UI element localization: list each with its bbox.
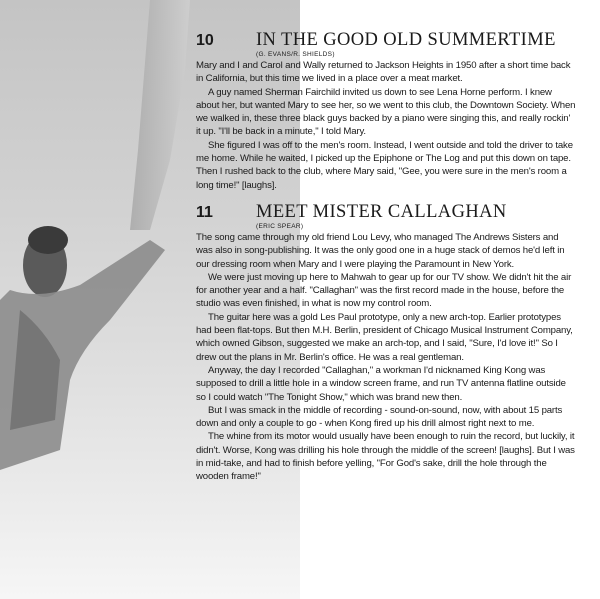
songwriter-credit: (ERIC SPEAR) — [256, 222, 304, 230]
track-number: 11 — [196, 203, 213, 221]
liner-notes — [196, 30, 576, 484]
paragraph: She figured I was off to the men's room. Instead, I went outside and told the driver to take me home. While he waited, I picked up the Epiphone or The Log and put this down on tape. Then I rushed back to the club, where Mary said, "Gee, you were sure in the men's room a long time!" [laughs]. — [196, 139, 573, 191]
song-11-heading — [196, 202, 576, 223]
paragraph: Mary and I and Carol and Wally returned to Jackson Heights in 1950 after a short time back in California, but this time we lived in a place over a meat market. — [196, 60, 571, 85]
paragraph: The whine from its motor would usually have been enough to ruin the record, but luckily, it didn't. Worse, Kong was drilling his hole through the middle of the screen! [laughs]. But I was in mid-take, and had to finish before yelling, "For God's sake, drill the hole through the wooden frame!" — [196, 431, 575, 483]
paragraph: Anyway, the day I recorded "Callaghan," a workman I'd nicknamed King Kong was supposed to drill a little hole in a window screen frame, and run TV antenna flatline outside so I could watch "The Tonight Show," which was brand new then. — [196, 364, 566, 403]
hair-shape — [28, 226, 68, 254]
song-title: IN THE GOOD OLD SUMMERTIME — [256, 30, 556, 50]
paragraph: But I was smack in the middle of recording - sound-on-sound, now, with about 15 parts down and only a couple to go - when Kong fired up his drill almost right next to me. — [196, 404, 563, 430]
song-title: MEET MISTER CALLAGHAN — [256, 201, 507, 222]
song-10-heading — [196, 30, 576, 51]
paragraph: A guy named Sherman Fairchild invited us down to see Lena Horne perform. I knew about her, but wanted Mary to see her, so we went to this club, the Downtown Society. When we walked in, these three black guys backed by a piano were singing this, and really rockin' it up. "I'll be back in a minute," I told Mary. — [196, 86, 576, 138]
track-number: 10 — [196, 32, 214, 49]
paragraph: We were just moving up here to Mahwah to gear up for our TV show. We didn't hit the air for another year and a half. "Callaghan" was the first record made in the house, before the studio was even finished, in what is now my control room. — [196, 271, 572, 310]
paragraph: The song came through my old friend Lou Levy, who managed The Andrews Sisters and was also in song-publishing. It was the only good one in a huge stack of demos he'd left in our dressing room when Mary and I were playing the Paramount in New York. — [196, 231, 565, 270]
sleeve-shape — [130, 0, 190, 230]
paragraph: The guitar here was a gold Les Paul prototype, only a new arch-top. Earlier prototypes had been flat-tops. But then M.H. Berlin, president of Chicago Musical Instrument Company, which owned Gibson, suggested we make an arch-top, and I said, "Sure, I'd love it!" So I drew out the plans in Mr. Berlin's office. He was a real gentleman. — [196, 311, 573, 363]
songwriter-credit: (G. EVANS/R. SHIELDS) — [256, 51, 335, 58]
